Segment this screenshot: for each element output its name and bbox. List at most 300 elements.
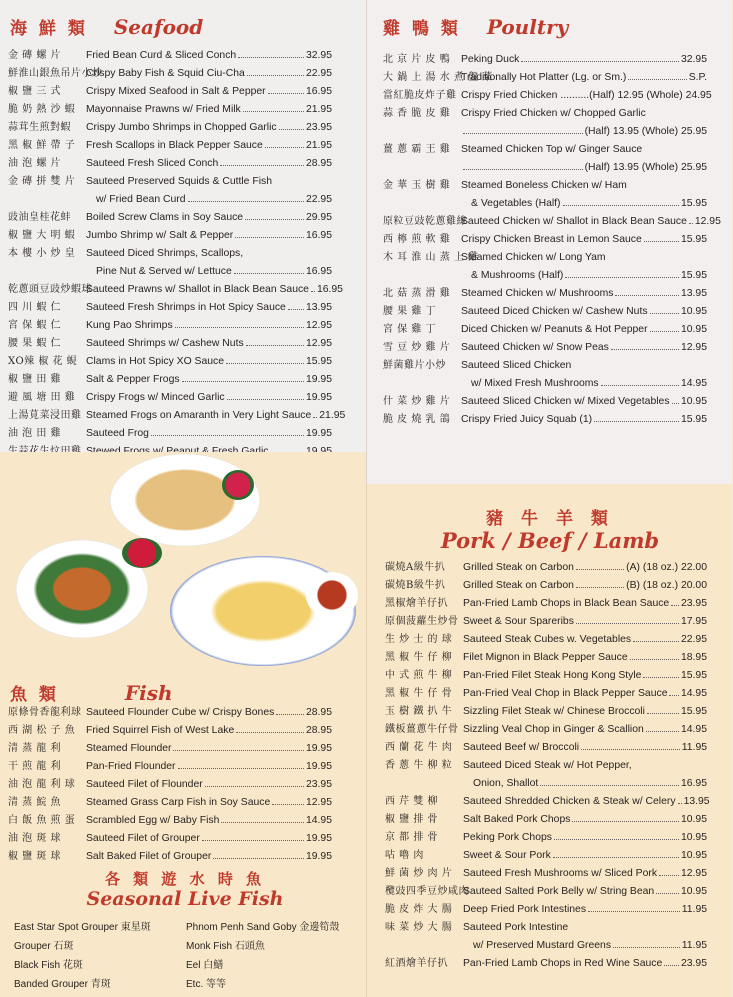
leader-dots (182, 381, 304, 382)
dish-line (86, 794, 332, 812)
dish-name-cn: 原粒豆豉乾蔥雞線 (383, 216, 467, 227)
dish-name-en: Sauteed Flounder Cube w/ Crispy Bones (86, 707, 275, 718)
menu-item (8, 137, 332, 155)
leader-dots (236, 732, 304, 733)
dish-name-cn: 金 華 玉 樹 雞 (383, 180, 451, 191)
dish-line (86, 209, 332, 227)
menu-item (385, 559, 707, 577)
dish-details (463, 901, 707, 919)
leader-dots (221, 822, 304, 823)
menu-item (383, 141, 707, 177)
dish-name-en: Grilled Steak on Carbon (463, 580, 574, 591)
menu-item (8, 83, 332, 101)
menu-item (8, 740, 332, 758)
seafood-list (8, 47, 346, 461)
dish-name-cn: 脆 奶 熱 沙 蝦 (8, 104, 76, 115)
dish-name-en: Diced Chicken w/ Peanuts & Hot Pepper (461, 324, 648, 335)
leader-dots (173, 750, 304, 751)
leader-dots (601, 385, 679, 386)
dish-price: 15.95 (305, 356, 332, 367)
dish-name-en: Salt Baked Filet of Grouper (86, 851, 212, 862)
dish-line (463, 631, 707, 649)
dish-price: 19.95 (305, 428, 332, 439)
dish-line (86, 740, 332, 758)
leader-dots (279, 129, 304, 130)
dish-line (86, 812, 332, 830)
dish-line (86, 776, 332, 794)
dish-name-cn: 油 泡 龍 利 球 (8, 779, 76, 790)
dish-line (461, 177, 707, 195)
dish-name-cn: 西 湖 松 子 魚 (8, 725, 76, 736)
dish-details (463, 955, 707, 973)
leader-dots (664, 965, 679, 966)
dish-name-cn: 生 炒 士 的 球 (385, 634, 453, 645)
dish-price: 22.95 (305, 68, 332, 79)
pork-title-cn: 豬 牛 羊 類 (486, 509, 614, 529)
dish-name-en: Sauteed Chicken w/ Snow Peas (461, 342, 609, 353)
seafood-title-cn: 海 鮮 類 (10, 19, 88, 39)
dish-details (461, 357, 707, 393)
dish-price: (A) (18 oz.) 22.00 (626, 562, 707, 573)
leader-dots (613, 947, 680, 948)
dish-name-en: w/ Mixed Fresh Mushrooms (471, 378, 599, 389)
leader-dots (272, 804, 304, 805)
dish-line (86, 848, 332, 866)
dish-line (463, 865, 707, 883)
leader-dots (227, 399, 304, 400)
menu-item (385, 811, 707, 829)
dish-name-en: Crispy Frogs w/ Minced Garlic (86, 392, 225, 403)
dish-name-cn: 金 磚 拼 雙 片 (8, 176, 76, 187)
menu-item (8, 299, 332, 317)
dish-line (461, 87, 712, 105)
dish-details (463, 847, 707, 865)
leader-dots (553, 857, 679, 858)
dish-price: 10.95 (680, 850, 707, 861)
dish-price: 32.95 (305, 50, 332, 61)
leader-dots (247, 75, 304, 76)
poultry-list (383, 51, 721, 429)
poultry-heading (383, 14, 568, 39)
dish-details (86, 245, 332, 281)
dish-details (86, 155, 332, 173)
live-fish-item: Banded Grouper 青斑 (14, 979, 111, 990)
dish-details (463, 757, 707, 793)
dish-details (461, 87, 712, 105)
leader-dots (672, 403, 679, 404)
leader-dots (588, 911, 680, 912)
dish-name-cn: 乾蔥頭豆豉炒蝦球 (8, 284, 92, 295)
dish-details (86, 353, 332, 371)
dish-details (86, 371, 332, 389)
leader-dots (235, 237, 304, 238)
dish-name-cn: 雪 豆 炒 雞 片 (383, 342, 451, 353)
fish-section (0, 452, 366, 997)
dish-name-cn: 宮 保 蝦 仁 (8, 320, 62, 331)
dish-details (461, 393, 707, 411)
dish-name-en: Salt Baked Pork Chops (463, 814, 571, 825)
dish-name-cn: 油 泡 斑 球 (8, 833, 62, 844)
dish-name-cn: 豉油皇桂花蚌 (8, 212, 71, 223)
leader-dots (276, 714, 304, 715)
leader-dots (178, 768, 304, 769)
dish-name-cn: 椒 鹽 三 式 (8, 86, 62, 97)
pork-list (385, 559, 710, 973)
leader-dots (188, 201, 304, 202)
dish-line (463, 685, 707, 703)
leader-dots (669, 695, 679, 696)
dish-price: 22.95 (305, 194, 332, 205)
menu-item (383, 51, 707, 69)
menu-item (383, 69, 707, 87)
leader-dots (220, 165, 304, 166)
dish-name-en: Sauteed Fresh Sliced Conch (86, 158, 219, 169)
dish-name-cn: 欖豉四季豆炒咸肉 (385, 886, 469, 897)
dish-name-en: Pan-Fried Lamb Chops in Red Wine Sauce (463, 958, 663, 969)
dish-name-cn: 什 菜 炒 雞 片 (383, 396, 451, 407)
dish-name-cn: 清 蒸 鯇 魚 (8, 797, 62, 808)
menu-item (385, 919, 707, 955)
dish-line (461, 285, 707, 303)
dish-price: 12.95 (680, 868, 707, 879)
pork-title-en: Pork / Beef / Lamb (440, 528, 660, 553)
dish-name-en: Crispy Fried Chicken w/ Chopped Garlic (461, 108, 646, 119)
dish-name-cn: 脆 皮 炸 大 腸 (385, 904, 453, 915)
dish-line (86, 830, 332, 848)
dish-line (463, 901, 707, 919)
dish-price: 19.95 (305, 761, 332, 772)
dish-name-cn: 脆 皮 燒 乳 鴿 (383, 414, 451, 425)
leader-dots (238, 57, 304, 58)
dish-details (86, 758, 332, 776)
dish-name-en: Sauteed Steak Cubes w. Vegetables (463, 634, 632, 645)
menu-item (385, 577, 707, 595)
menu-item (8, 776, 332, 794)
leader-dots (594, 421, 679, 422)
dish-line (463, 811, 707, 829)
leader-dots (313, 417, 317, 418)
dish-line (461, 357, 707, 375)
dish-price: 32.95 (680, 54, 707, 65)
dish-price: 13.95 (305, 302, 332, 313)
dish-price: 16.95 (305, 230, 332, 241)
flower-garnish-image (222, 470, 254, 500)
dish-name-en: Pan-Fried Flounder (86, 761, 176, 772)
dish-name-en: Sauteed Sliced Chicken (461, 360, 572, 371)
leader-dots (659, 875, 679, 876)
dish-name-cn: 白 飯 魚 煎 蛋 (8, 815, 76, 826)
dish-line (461, 51, 707, 69)
dish-name-cn: 咕 嚕 肉 (385, 850, 424, 861)
dish-line (463, 757, 707, 775)
menu-item (8, 794, 332, 812)
dish-details (463, 631, 707, 649)
dish-details (463, 739, 707, 757)
dish-name-en: Sauteed Diced Chicken w/ Cashew Nuts (461, 306, 648, 317)
menu-item (8, 389, 332, 407)
dish-line (463, 919, 707, 937)
dish-name-en: Sauteed Prawns w/ Shallot in Black Bean Sauce (86, 284, 309, 295)
dish-name-cn: 碳燒B級牛扒 (385, 580, 446, 591)
fish-list (8, 704, 332, 866)
leader-dots (576, 569, 624, 570)
dish-name-cn: 鮮淮山銀魚吊片小炒 (8, 68, 103, 79)
dish-details (86, 425, 332, 443)
dish-price: 15.95 (680, 706, 707, 717)
dish-name-cn: 鐵板薑蔥牛仔骨 (385, 724, 459, 735)
dish-price: 11.95 (681, 904, 707, 915)
dish-name-en: Sauteed Fresh Mushrooms w/ Sliced Pork (463, 868, 658, 879)
dish-name-cn: 椒 鹽 排 骨 (385, 814, 439, 825)
dish-name-cn: 黑 椒 鮮 帶 子 (8, 140, 76, 151)
dish-name-en: & Mushrooms (Half) (471, 270, 564, 281)
dish-price: 12.95 (305, 797, 332, 808)
live-fish-item: Eel 白鱔 (186, 960, 224, 971)
dish-name-en: Steamed Frogs on Amaranth in Very Light Sauce (86, 410, 312, 421)
dish-details (86, 722, 332, 740)
dish-name-en: Sizzling Veal Chop in Ginger & Scallion (463, 724, 644, 735)
dish-line (86, 335, 332, 353)
dish-name-en: Crispy Mixed Seafood in Salt & Pepper (86, 86, 266, 97)
dish-price: 16.95 (680, 778, 707, 789)
dish-price: 14.95 (680, 724, 707, 735)
leader-dots (234, 273, 304, 274)
menu-item (385, 613, 707, 631)
leader-dots (572, 821, 679, 822)
dish-details (86, 740, 332, 758)
dish-details (463, 721, 707, 739)
dish-name-en: Steamed Boneless Chicken w/ Ham (461, 180, 627, 191)
dish-line (86, 407, 346, 425)
dish-name-en: Peking Pork Chops (463, 832, 552, 843)
dish-name-cn: 腰 果 蝦 仁 (8, 338, 62, 349)
dish-price: 14.95 (680, 378, 707, 389)
dish-price: 19.95 (305, 851, 332, 862)
dish-line (86, 245, 332, 263)
dish-details (86, 65, 332, 83)
dish-name-en: & Vegetables (Half) (471, 198, 561, 209)
leader-dots (689, 223, 693, 224)
dish-price: 15.95 (680, 670, 707, 681)
dish-name-en: Sauteed Filet of Grouper (86, 833, 200, 844)
leader-dots (650, 313, 679, 314)
dish-price: 12.95 (694, 216, 721, 227)
pork-beef-lamb-section (366, 484, 732, 997)
menu-item (8, 812, 332, 830)
dish-details (461, 321, 707, 339)
leader-dots (646, 731, 679, 732)
dish-line (461, 141, 707, 159)
dish-line (461, 69, 707, 87)
seasonal-title-en: Seasonal Live Fish (86, 888, 284, 910)
dish-line (461, 231, 707, 249)
dish-name-en: Pan-Fried Filet Steak Hong Kong Style (463, 670, 642, 681)
dish-name-en: Salt & Pepper Frogs (86, 374, 180, 385)
dish-line (86, 299, 332, 317)
dish-name-en: w/ Fried Bean Curd (96, 194, 186, 205)
dish-details (463, 613, 707, 631)
dish-name-cn: 中 式 煎 牛 柳 (385, 670, 453, 681)
dish-line (461, 159, 707, 177)
dish-details (86, 173, 332, 209)
fish-title-en: Fish (124, 681, 173, 705)
dish-price: 10.95 (680, 324, 707, 335)
dish-name-en: Steamed Chicken Top w/ Ginger Sauce (461, 144, 643, 155)
dish-name-en: Crispy Fried Juicy Squab (1) (461, 414, 593, 425)
dish-name-en: Sauteed Salted Pork Belly w/ String Bean (463, 886, 655, 897)
dish-price: 16.95 (316, 284, 343, 295)
dish-name-cn: 北 京 片 皮 鴨 (383, 54, 451, 65)
dish-line (86, 317, 332, 335)
dish-details (86, 299, 332, 317)
dish-name-en: Steamed Chicken w/ Long Yam (461, 252, 606, 263)
dish-details (86, 47, 332, 65)
dish-name-cn: 玉 樹 鐵 扒 牛 (385, 706, 453, 717)
menu-item (8, 704, 332, 722)
dish-price: 12.95 (305, 320, 332, 331)
dish-name-cn: 鮮 菌 炒 肉 片 (385, 868, 453, 879)
menu-item (385, 703, 707, 721)
leader-dots (647, 713, 679, 714)
menu-item (8, 353, 332, 371)
dish-price: 23.95 (680, 598, 707, 609)
dish-details (86, 119, 332, 137)
menu-item (8, 758, 332, 776)
leader-dots (581, 749, 680, 750)
dish-details (461, 339, 707, 357)
menu-item (8, 722, 332, 740)
dish-details (461, 411, 707, 429)
dish-name-cn: 油 泡 田 雞 (8, 428, 62, 439)
dish-price: 29.95 (305, 212, 332, 223)
dish-line (461, 105, 707, 123)
dish-line (461, 321, 707, 339)
dish-details (86, 209, 332, 227)
menu-item (385, 955, 707, 973)
dish-name-cn: 蒜 香 脆 皮 雞 (383, 108, 451, 119)
live-fish-list-left (14, 918, 184, 994)
dish-price: 18.95 (680, 652, 707, 663)
seafood-heading (10, 14, 203, 39)
fish-title-cn: 魚 類 (10, 685, 59, 705)
dish-name-cn: 原條骨香龍利球 (8, 707, 82, 718)
dish-details (463, 793, 710, 811)
dish-line (86, 758, 332, 776)
dish-price: 22.95 (680, 634, 707, 645)
dish-name-cn: 腰 果 雞 丁 (383, 306, 437, 317)
menu-item (383, 321, 707, 339)
leader-dots (671, 605, 679, 606)
dish-line (463, 883, 707, 901)
live-fish-item: Monk Fish 石頭魚 (186, 941, 265, 952)
leader-dots (521, 61, 679, 62)
leader-dots (202, 840, 304, 841)
dish-name-cn: 四 川 蝦 仁 (8, 302, 62, 313)
dish-price: 16.95 (305, 266, 332, 277)
dish-details (86, 794, 332, 812)
seafood-section (0, 0, 366, 452)
dish-name-cn: 原個菠蘿生炒骨 (385, 616, 459, 627)
dish-details (463, 559, 707, 577)
leader-dots (615, 295, 679, 296)
dish-details (86, 389, 332, 407)
menu-item (385, 829, 707, 847)
menu-item (385, 865, 707, 883)
dish-line (461, 411, 707, 429)
dish-price: 10.95 (680, 886, 707, 897)
dish-price: 15.95 (680, 270, 707, 281)
dish-line (86, 83, 332, 101)
dish-name-cn: 椒 鹽 大 明 蝦 (8, 230, 76, 241)
dish-name-cn: 避 風 塘 田 雞 (8, 392, 76, 403)
dish-details (463, 829, 707, 847)
live-fish-item: Etc. 等等 (186, 979, 227, 990)
dish-name-cn: 本 樓 小 炒 皇 (8, 248, 76, 259)
dish-name-cn: 黑椒燴羊仔扒 (385, 598, 448, 609)
dish-line (461, 303, 707, 321)
leader-dots (656, 893, 679, 894)
menu-item (385, 595, 707, 613)
dish-name-en: Crispy Jumbo Shrimps in Chopped Garlic (86, 122, 277, 133)
dish-name-en: Sauteed Chicken w/ Shallot in Black Bean Sauce (461, 216, 687, 227)
dish-name-cn: 上湯莧菜浸田雞 (8, 410, 82, 421)
menu-item (8, 173, 332, 209)
dish-price: 19.95 (305, 833, 332, 844)
menu-item (8, 245, 332, 281)
dish-name-cn: 宮 保 雞 丁 (383, 324, 437, 335)
dish-name-en: Crispy Chicken Breast in Lemon Sauce (461, 234, 642, 245)
live-fish-item: East Star Spot Grouper 東星斑 (14, 922, 151, 933)
menu-item (385, 685, 707, 703)
menu-item (8, 317, 332, 335)
dish-name-en: Sauteed Sliced Chicken w/ Mixed Vegetables (461, 396, 670, 407)
menu-item (383, 411, 707, 429)
menu-item (383, 177, 707, 213)
leader-dots (175, 327, 304, 328)
dish-price: 21.95 (319, 410, 346, 421)
dish-price: 21.95 (305, 104, 332, 115)
menu-item (383, 393, 707, 411)
dish-name-en: Onion, Shallot (473, 778, 539, 789)
dish-name-cn: 油 泡 螺 片 (8, 158, 62, 169)
seafood-title-en: Seafood (113, 15, 204, 39)
leader-dots (213, 858, 304, 859)
dish-name-cn: 味 菜 炒 大 腸 (385, 922, 453, 933)
dish-line (461, 123, 707, 141)
dish-name-en: Sauteed Pork Intestine (463, 922, 569, 933)
dish-name-en: Scrambled Egg w/ Baby Fish (86, 815, 220, 826)
menu-item (8, 65, 332, 83)
dish-details (86, 704, 332, 722)
dish-line (463, 739, 707, 757)
dish-name-cn: 西 檸 煎 軟 雞 (383, 234, 451, 245)
dish-line (86, 173, 332, 191)
dish-price: 23.95 (680, 958, 707, 969)
dish-line (463, 649, 707, 667)
dish-name-en: Sauteed Fresh Shrimps in Hot Spicy Sauce (86, 302, 286, 313)
dish-line (86, 722, 332, 740)
dish-line (86, 155, 332, 173)
dish-name-en: Peking Duck (461, 54, 520, 65)
dish-name-en: Filet Mignon in Black Pepper Sauce (463, 652, 628, 663)
dish-line (463, 703, 707, 721)
dish-name-en: Fried Bean Curd & Sliced Conch (86, 50, 237, 61)
dish-price: 23.95 (305, 779, 332, 790)
dish-details (86, 137, 332, 155)
dish-details (461, 51, 707, 69)
dish-name-en: Sweet & Sour Spareribs (463, 616, 574, 627)
leader-dots (565, 277, 679, 278)
